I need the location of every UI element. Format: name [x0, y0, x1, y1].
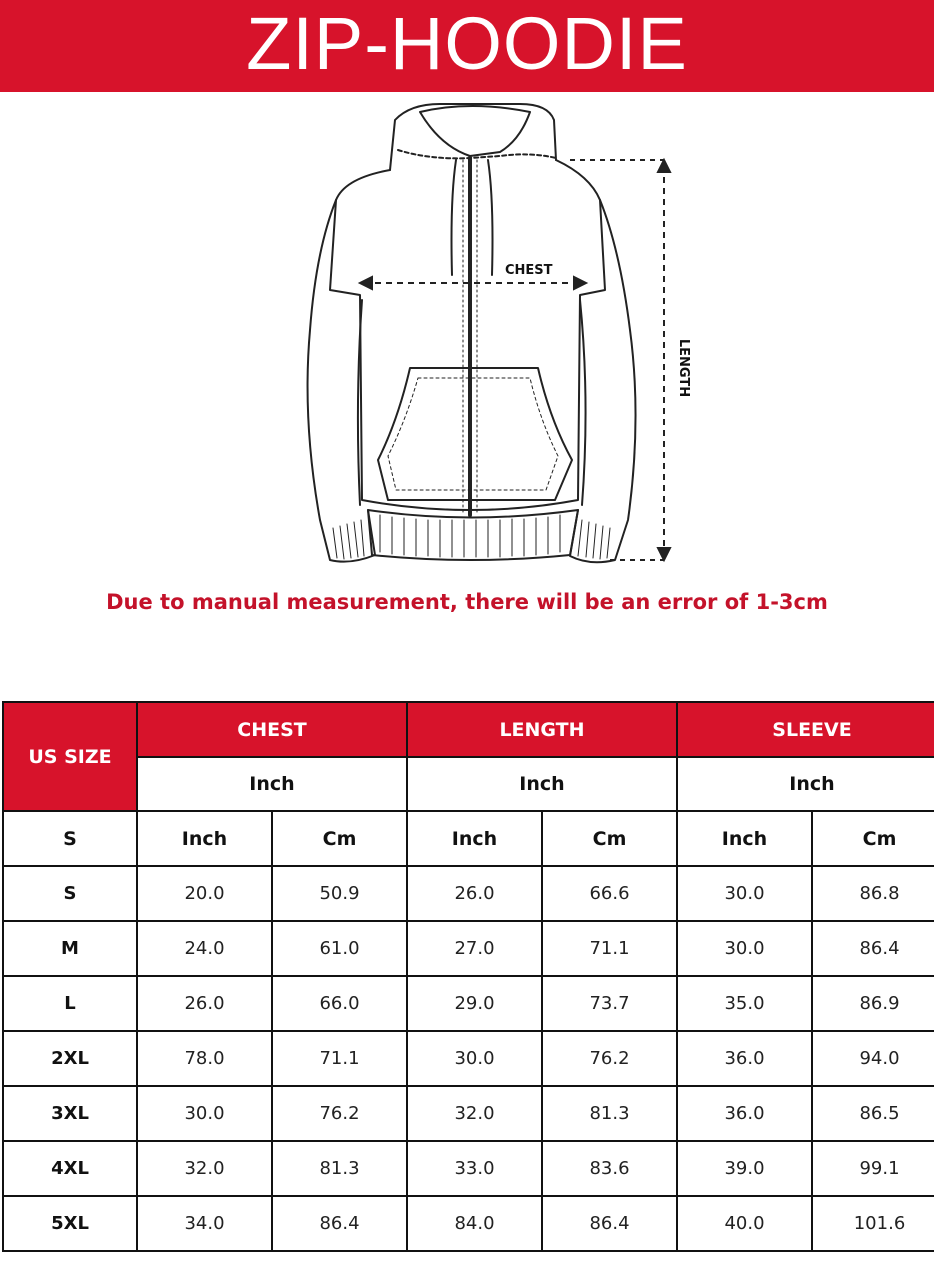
unit-cell: Cm — [542, 811, 677, 866]
value-cell: 30.0 — [137, 1086, 272, 1141]
value-cell: 94.0 — [812, 1031, 934, 1086]
value-cell: 34.0 — [137, 1196, 272, 1251]
size-cell: L — [3, 976, 137, 1031]
value-cell: 81.3 — [272, 1141, 407, 1196]
value-cell: 76.2 — [272, 1086, 407, 1141]
value-cell: 86.4 — [272, 1196, 407, 1251]
value-cell: 39.0 — [677, 1141, 812, 1196]
unit-cell: Inch — [137, 811, 272, 866]
value-cell: 20.0 — [137, 866, 272, 921]
length-header: LENGTH — [407, 702, 677, 757]
size-cell: 2XL — [3, 1031, 137, 1086]
table-row — [3, 976, 934, 1031]
value-cell: 86.4 — [542, 1196, 677, 1251]
value-cell: 30.0 — [407, 1031, 542, 1086]
value-cell: 66.6 — [542, 866, 677, 921]
table-row — [3, 866, 934, 921]
hoodie-illustration — [290, 98, 710, 574]
value-cell: 36.0 — [677, 1086, 812, 1141]
value-cell: 24.0 — [137, 921, 272, 976]
value-cell: 50.9 — [272, 866, 407, 921]
value-cell: 71.1 — [542, 921, 677, 976]
table-row — [3, 1031, 934, 1086]
sleeve-unit-header: Inch — [677, 757, 934, 811]
table-row — [3, 1196, 934, 1251]
value-cell: 86.9 — [812, 976, 934, 1031]
value-cell: 30.0 — [677, 921, 812, 976]
measurement-note: Due to manual measurement, there will be an error of 1-3cm — [106, 590, 828, 614]
title-banner — [0, 0, 934, 92]
value-cell: 36.0 — [677, 1031, 812, 1086]
value-cell: 86.4 — [812, 921, 934, 976]
value-cell: 71.1 — [272, 1031, 407, 1086]
value-cell: 40.0 — [677, 1196, 812, 1251]
value-cell: 84.0 — [407, 1196, 542, 1251]
unit-row-size: S — [3, 811, 137, 866]
value-cell: 78.0 — [137, 1031, 272, 1086]
size-cell: S — [3, 866, 137, 921]
value-cell: 32.0 — [407, 1086, 542, 1141]
group-unit-row — [3, 757, 934, 811]
table-row — [3, 1086, 934, 1141]
size-chart-table — [2, 701, 934, 1252]
value-cell: 30.0 — [677, 866, 812, 921]
sleeve-header: SLEEVE — [677, 702, 934, 757]
table-row — [3, 1141, 934, 1196]
value-cell: 26.0 — [407, 866, 542, 921]
hoodie-diagram — [290, 98, 710, 574]
length-measure-label: LENGTH — [676, 338, 691, 398]
value-cell: 99.1 — [812, 1141, 934, 1196]
size-cell: 3XL — [3, 1086, 137, 1141]
chest-unit-header: Inch — [137, 757, 407, 811]
value-cell: 32.0 — [137, 1141, 272, 1196]
value-cell: 61.0 — [272, 921, 407, 976]
unit-cell: Inch — [407, 811, 542, 866]
value-cell: 33.0 — [407, 1141, 542, 1196]
value-cell: 81.3 — [542, 1086, 677, 1141]
value-cell: 83.6 — [542, 1141, 677, 1196]
value-cell: 86.5 — [812, 1086, 934, 1141]
us-size-header: US SIZE — [3, 702, 137, 811]
unit-cell: Cm — [272, 811, 407, 866]
length-unit-header: Inch — [407, 757, 677, 811]
value-cell: 66.0 — [272, 976, 407, 1031]
size-cell: 5XL — [3, 1196, 137, 1251]
value-cell: 29.0 — [407, 976, 542, 1031]
size-cell: M — [3, 921, 137, 976]
unit-cell: Cm — [812, 811, 934, 866]
page-title: ZIP-HOODIE — [246, 2, 688, 85]
value-cell: 73.7 — [542, 976, 677, 1031]
value-cell: 86.8 — [812, 866, 934, 921]
group-header-row — [3, 702, 934, 757]
chest-measure-label: CHEST — [505, 263, 553, 278]
unit-row — [3, 811, 934, 866]
value-cell: 27.0 — [407, 921, 542, 976]
value-cell: 35.0 — [677, 976, 812, 1031]
chest-header: CHEST — [137, 702, 407, 757]
value-cell: 26.0 — [137, 976, 272, 1031]
size-cell: 4XL — [3, 1141, 137, 1196]
value-cell: 76.2 — [542, 1031, 677, 1086]
value-cell: 101.6 — [812, 1196, 934, 1251]
unit-cell: Inch — [677, 811, 812, 866]
table-row — [3, 921, 934, 976]
